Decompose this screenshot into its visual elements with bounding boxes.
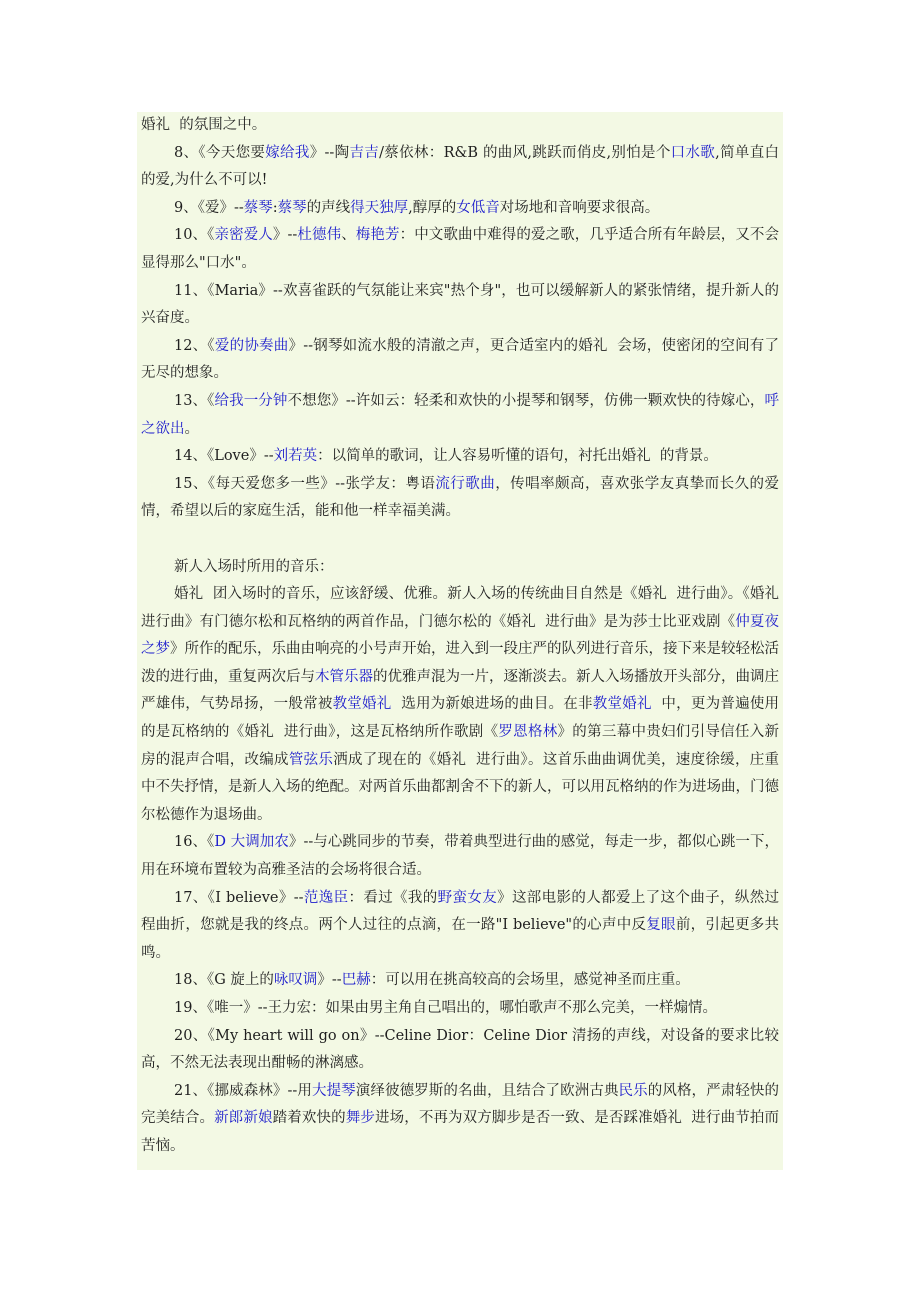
inline-link[interactable]: 教堂婚礼 — [332, 696, 392, 713]
text-run: 中，更为普遍使用的是瓦格纳的《婚礼 进行曲》，这是瓦格纳所作歌剧《 — [141, 696, 780, 741]
text-run: 》--与心跳同步的节奏，带着典型进行曲的感觉，每走一步，都似心跳一下，用在环境布置较为高雅圣洁的会场将很合适。 — [141, 834, 780, 879]
text-run: 8、《今天您要 — [174, 144, 266, 161]
text-run: 17、《I believe》-- — [174, 889, 304, 906]
text-run: 》这部电影的人都爱上了这个曲子，纵然过程曲折，您就是我的终点。两个人过往的点滴，在一路"I believe"的心声中反 — [141, 889, 780, 934]
text-run: 新人入场时所用的音乐： — [174, 558, 334, 575]
text-run: 15、《每天爱您多一些》--张学友：粤语 — [174, 475, 436, 492]
text-run: 》--陶 — [309, 144, 350, 161]
text-run: 、 — [341, 227, 356, 244]
text-run: 前，引起更多共鸣。 — [141, 917, 780, 961]
paragraph — [137, 443, 783, 471]
inline-link[interactable]: 复眼 — [646, 917, 676, 934]
text-run: 洒成了现在的《婚礼 进行曲》。这首乐曲曲调优美，速度徐缓，庄重中不失抒情，是新人入场的绝配。对两首乐曲都割舍不下的新人，可以用瓦格纳的作为进场曲，门德尔松德作为退场曲。 — [141, 751, 780, 823]
text-run: ，传唱率颇高，喜欢张学友真挚而长久的爱情，希望以后的家庭生活，能和他一样幸福美满。 — [141, 475, 780, 520]
paragraph — [137, 581, 789, 829]
text-run: 》的第三幕中贵妇们引导信任入新房的混声合唱，改编成 — [141, 724, 780, 768]
inline-link[interactable]: 木管乐器 — [315, 668, 373, 685]
paragraph — [137, 885, 783, 968]
paragraph — [137, 995, 783, 1023]
text-run: 的优雅声混为一片，逐渐淡去。新人入场播放开头部分，曲调庄严雄伟，气势昂扬，一般常被 — [141, 668, 779, 713]
inline-link[interactable]: 大提琴 — [311, 1082, 356, 1099]
inline-link[interactable]: 亲密爱人 — [214, 227, 273, 244]
text-run: ：看过《我的 — [348, 889, 438, 906]
paragraph — [137, 1023, 783, 1078]
paragraph — [137, 554, 783, 582]
text-run: 》-- — [272, 227, 298, 244]
text-run: 选用为新娘进场的曲目。在非 — [391, 696, 593, 713]
paragraph — [137, 278, 783, 333]
paragraph — [137, 333, 783, 388]
text-run: 11、《Maria》--欢喜雀跃的气氛能让来宾"热个身"，也可以缓解新人的紧张情绪，提升新人的兴奋度。 — [141, 282, 779, 327]
text-run: 20、《My heart will go on》--Celine Dior：Celine Dior 清扬的声线，对设备的要求比较高，不然无法表现出酣畅的淋漓感。 — [141, 1027, 779, 1072]
inline-link[interactable]: 巴赫 — [341, 972, 371, 989]
inline-link[interactable]: 蔡琴 — [277, 199, 307, 216]
text-run: 21、《挪威森林》--用 — [174, 1082, 312, 1099]
inline-link[interactable]: 舞步 — [345, 1110, 375, 1127]
text-run: 19、《唯一》--王力宏：如果由男主角自己唱出的，哪怕歌声不那么完美，一样煽情。 — [174, 1000, 717, 1016]
text-run: 》--钢琴如流水般的清澈之声，更合适室内的婚礼 会场，使密闭的空间有了无尽的想象。 — [141, 337, 780, 382]
paragraph — [137, 829, 783, 884]
text-run: 10、《 — [174, 227, 215, 244]
text-run: 》所作的配乐，乐曲由响亮的小号声开始，进入到一段庄严的队列进行音乐，接下来是较轻松活泼的进行曲，重复两次后与 — [141, 641, 779, 685]
paragraph — [137, 112, 783, 140]
inline-link[interactable]: D 大调加农 — [214, 834, 289, 851]
paragraph — [137, 471, 783, 526]
text-run: 踏着欢快的 — [272, 1110, 346, 1127]
inline-link[interactable]: 爱的协奏曲 — [214, 337, 289, 354]
inline-link[interactable]: 教堂婚礼 — [592, 696, 652, 713]
text-run: 演绎彼德罗斯的名曲，且结合了欧洲古典 — [355, 1082, 619, 1099]
text-run: ,醇厚的 — [408, 199, 457, 216]
text-run: ：中文歌曲中难得的爱之歌，几乎适合所有年龄层，又不会显得那么"口水"。 — [141, 227, 780, 271]
text-run: 的声线 — [306, 199, 351, 216]
text-run: ,简单直白的爱,为什么不可以! — [141, 144, 780, 189]
inline-link[interactable]: 咏叹调 — [273, 972, 318, 989]
inline-link[interactable]: 民乐 — [618, 1082, 648, 1099]
inline-link[interactable]: 蔡琴 — [243, 199, 273, 216]
inline-link[interactable]: 吉吉 — [349, 144, 380, 161]
text-run: ：可以用在挑高较高的会场里，感觉神圣而庄重。 — [370, 972, 690, 989]
text-run: 婚礼 团入场时的音乐，应该舒缓、优雅。新人入场的传统曲目自然是《婚礼 进行曲》。《婚礼 进行曲》有门德尔松和瓦格纳的两首作品，门德尔松的《婚礼 进行曲》是为莎士比亚戏剧《 — [141, 586, 789, 630]
inline-link[interactable]: 刘若英 — [273, 448, 318, 465]
paragraph — [137, 222, 783, 277]
text-run: 18、《G 旋上的 — [174, 972, 274, 989]
inline-link[interactable]: 范逸臣 — [303, 889, 349, 906]
inline-link[interactable]: 嫁给我 — [265, 144, 310, 161]
inline-link[interactable]: 给我一分钟 — [214, 392, 288, 409]
inline-link[interactable]: 得天独厚 — [350, 199, 409, 216]
inline-link[interactable]: 罗恩格林 — [498, 724, 558, 741]
inline-link[interactable]: 野蛮女友 — [437, 889, 498, 906]
blank-line — [137, 526, 783, 554]
paragraph — [137, 388, 783, 443]
inline-link[interactable]: 流行歌曲 — [435, 475, 496, 492]
text-run: 16、《 — [174, 834, 215, 851]
text-run: 。 — [184, 420, 199, 437]
paragraph — [137, 1078, 783, 1161]
text-run: 12、《 — [174, 337, 215, 354]
inline-link[interactable]: 管弦乐 — [288, 751, 334, 768]
text-run: ：以简单的歌词，让人容易听懂的语句，衬托出婚礼 的背景。 — [317, 448, 718, 465]
paragraph — [137, 195, 783, 223]
document-content — [137, 112, 789, 1170]
inline-link[interactable]: 仲夏夜之梦 — [141, 613, 780, 658]
text-run: : — [272, 199, 278, 216]
inline-link[interactable]: 梅艳芳 — [355, 227, 400, 244]
inline-link[interactable]: 新郎新娘 — [214, 1110, 273, 1127]
text-run: 9、《爱》-- — [174, 199, 244, 216]
text-run: 婚礼 的氛围之中。 — [141, 117, 267, 133]
text-run: 对场地和音响要求很高。 — [499, 199, 660, 216]
text-run: 进场，不再为双方脚步是否一致、是否踩准婚礼 进行曲节拍而苦恼。 — [141, 1110, 780, 1154]
text-run: 不想您》--许如云：轻柔和欢快的小提琴和钢琴，仿佛一颗欢快的待嫁心， — [287, 392, 765, 409]
paragraph — [137, 140, 783, 195]
text-run: 14、《Love》-- — [174, 448, 274, 465]
text-run: /蔡依林：R&B 的曲风,跳跃而俏皮,别怕是个 — [379, 144, 671, 161]
inline-link[interactable]: 口水歌 — [670, 144, 716, 161]
inline-link[interactable]: 呼之欲出 — [141, 392, 780, 437]
paragraph — [137, 967, 783, 995]
inline-link[interactable]: 女低音 — [456, 199, 500, 216]
inline-link[interactable]: 杜德伟 — [297, 227, 342, 244]
text-run: 的风格，严肃轻快的完美结合。 — [141, 1082, 780, 1127]
text-run: 》-- — [317, 972, 342, 989]
text-run: 13、《 — [174, 392, 215, 409]
